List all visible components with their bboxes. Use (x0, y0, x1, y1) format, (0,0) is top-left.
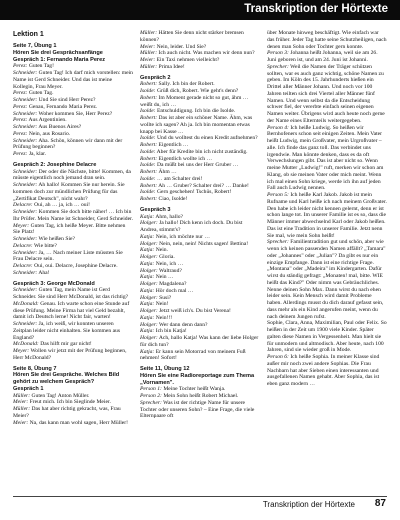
dialogue-text: Ich auch nicht. Was machen wir denn nun? (158, 50, 255, 57)
dialogue-line (140, 220, 260, 234)
dialogue-line (140, 393, 260, 400)
dialogue-line (140, 196, 260, 203)
speaker-label: Holger: (140, 240, 158, 247)
speaker-label: Perez: (13, 117, 28, 124)
dialogue-line (13, 406, 133, 420)
dialogue-line (13, 243, 133, 250)
dialogue-line (13, 124, 133, 131)
dialogue-text: Was ist der richtige Name für unsere Tochter oder unseren Sohn? – Eine Frage, die viele Elternpaare oft (140, 399, 255, 420)
speaker-label: Holger: (140, 308, 158, 314)
dialogue-line (13, 393, 133, 400)
dialogue-text: Ähm … (158, 169, 177, 175)
dialogue-text: Aus Argentinien. (28, 117, 67, 124)
speaker-label: Holger: (140, 321, 158, 328)
page-footer (0, 496, 400, 520)
speaker-label: Müller: (140, 30, 158, 36)
dialogue-line (140, 328, 260, 335)
speaker-label: Katja: (140, 328, 155, 335)
dialogue-line (140, 386, 260, 393)
dialogue-text: Ein Taxi nehmen vielleicht? (156, 57, 220, 63)
dialogue-line (140, 115, 260, 135)
dialogue-text: Freut mich. Ich bin Sieglinde Meier. (29, 399, 111, 406)
dialogue-text: Das hilft mir gar nicht! (40, 341, 92, 348)
dialogue-line (140, 183, 260, 190)
text-column-2 (140, 30, 260, 500)
dialogue-text: Eigentlich … (158, 142, 189, 148)
dialogue-line (267, 354, 387, 388)
footer-rule (13, 496, 387, 497)
dialogue-line (140, 64, 260, 71)
dialogue-line (140, 142, 260, 149)
speaker-label: Schneider: (13, 168, 38, 175)
dialogue-text: Mein Sohn heißt Robert Michael. (163, 393, 239, 399)
dialogue-text: Guten Tag, mein Name ist Gerd Schneider. Sie sind Herr McDonald, ist das richtig? (13, 287, 129, 300)
speaker-label: Meier: (13, 419, 29, 426)
dialogue-line (13, 131, 133, 138)
dialogue-line (267, 125, 387, 193)
dialogue-line (13, 138, 133, 152)
speaker-label: Schneider: (13, 236, 38, 242)
dialogue-line (13, 169, 133, 183)
speaker-label: Holger: (140, 220, 158, 227)
speaker-label: Meier: (140, 57, 156, 63)
dialogue-text: Und Sie sind Herr Perez? (38, 97, 96, 103)
dialogue-text: Gern geschehen! Tschüs, Robert! (156, 189, 232, 196)
dialogue-line (13, 223, 133, 237)
dialogue-line (13, 263, 133, 270)
dialogue-line (13, 70, 133, 90)
dialogue-line (140, 176, 260, 183)
page-number: 87 (374, 498, 386, 509)
speaker-label: Person 4: (267, 124, 289, 131)
speaker-label: Katja: (140, 247, 155, 254)
speaker-label: Isolde: (140, 162, 156, 169)
dialogue-line (140, 108, 260, 115)
dialogue-text: Gloria. (159, 254, 175, 260)
dialogue-text: Und du wolltest du einen Kredit aufnehmen? (156, 135, 258, 142)
dialogue-text: Ich heiße Sophia. In meiner Klasse sind außer mir noch zwei andere Sophias. Die Frau Nachbarn hat aber Sieben einen interessanten und ausgefallenen Namen gehabt. Aber Sophia, das ist eben ganz modern … (267, 354, 380, 387)
dialogue-text: Ja, ich weiß, wir konnten unseren Zeitplan leider nicht einhalten. Sie kommen aus England? (13, 321, 121, 341)
speaker-label: Katja: (140, 301, 155, 308)
dialogue-line (140, 288, 260, 295)
speaker-label: Schneider: (13, 124, 38, 130)
dialogue-text: Das hat aber richtig gekracht, was, Frau Meier? (13, 406, 121, 419)
section-heading: Gespräch 1 (13, 385, 44, 392)
speaker-label: Person 2: (140, 393, 162, 399)
speaker-label: Perez: (13, 151, 28, 157)
speaker-label: Schneider: (13, 182, 38, 188)
dialogue-line (13, 236, 133, 243)
dialogue-line (140, 335, 260, 349)
section-heading: Hören Sie drei Gesprächsanfänge (13, 49, 103, 56)
speaker-label: Katja: (140, 260, 155, 267)
speaker-label: Robert: (140, 182, 158, 189)
dialogue-text: Genau. Ich warte schon eine Stunde auf diese Prüfung. Meine Firma hat viel Geld bezahlt, damit ich Deutsch lerne! Nicht fair, warten! (13, 300, 130, 321)
dialogue-text: Kommen Sie doch bitte näher! … Ich bin Ihr Prüfer. Mein Name ist Schneider, Gerd Schneider. (13, 209, 133, 222)
dialogue-text: Wollen wir jetzt mit der Prüfung beginnen, Herr McDonald? (13, 348, 127, 361)
speaker-label: Schneider: (13, 249, 38, 256)
speaker-label: Perez: (13, 63, 28, 70)
speaker-label: Meier: (140, 43, 156, 50)
text-column-1 (13, 30, 133, 500)
dialogue-line (140, 88, 260, 95)
speaker-label: Robert: (140, 94, 158, 101)
speaker-label: Meier: (13, 399, 29, 406)
dialogue-line (140, 301, 260, 308)
speaker-label: Holger: (140, 281, 158, 287)
speaker-label: Schneider: (13, 97, 38, 103)
dialogue-line (267, 30, 387, 50)
dialogue-line (140, 315, 260, 322)
speaker-label: Müller: (13, 406, 31, 412)
dialogue-text: Ah hallo! Kommen Sie nur herein. Sie kommen doch zur mündlichen Prüfung für das „Zertifikat Deutsch", nicht wahr? (13, 182, 125, 202)
speaker-label: Holger: (140, 254, 158, 260)
speaker-label: Isolde: (140, 189, 156, 196)
dialogue-text: Prima Idee! (158, 63, 185, 70)
speaker-label: Sprecher: (267, 239, 289, 246)
dialogue-line (13, 104, 133, 111)
dialogue-line (140, 281, 260, 288)
dialogue-text: Aha. Schön, können wir dann mit der Prüfung beginnen? (13, 137, 123, 151)
dialogue-text: Guten Tag. (28, 90, 54, 97)
dialogue-text: Wie bitte? (33, 242, 57, 249)
dialogue-text: Guten Tag! Ich darf mich vorstellen: mein Name ist Gerd Schneider. Und das ist meine Kollegin, Frau Meyer. (13, 70, 133, 90)
dialogue-text: über Monate hinweg beschäftigt. Wie einfach war das früher. Jeder Tag hatte seine Schutzheiligen, nach denen man Sohn oder Tochter gern konnte. (267, 30, 387, 50)
dialogue-line (140, 81, 260, 88)
header-title: Transkription der Hörtexte (244, 3, 388, 15)
text-column-3 (267, 30, 387, 500)
speaker-label: Perez: (13, 90, 28, 97)
dialogue-text: Ja, klar. (28, 151, 47, 157)
speaker-label: Person 5: (267, 192, 289, 198)
speaker-label: Robert: (140, 196, 158, 202)
dialogue-text: Wer dann denn dann? (159, 321, 208, 328)
speaker-label: Müller: (13, 392, 31, 399)
dialogue-text: Ja hallo! Dich kenn ich doch. Du bist Andrea, stimmt's? (140, 220, 243, 233)
speaker-label: Person 3: (267, 50, 289, 57)
speaker-label: Schneider: (13, 287, 38, 294)
dialogue-text: Susi? (159, 294, 172, 301)
dialogue-text: Guten Tag! Anton Müller. (31, 392, 90, 399)
dialogue-line (13, 321, 133, 341)
speaker-label: Holger: (140, 294, 158, 301)
speaker-label: Müller: (140, 63, 158, 70)
dialogue-text: Eigentlich wollte ich … (158, 155, 213, 162)
dialogue-text: Waltraud? (159, 267, 182, 274)
section-heading: Hören Sie drei Gespräche. Welches Bild gehört zu welchem Gespräch? (13, 372, 120, 385)
speaker-label: Robert: (140, 115, 158, 121)
speaker-label: Müller: (140, 50, 158, 57)
dialogue-text: Familientradition gut und schön, aber wie wenn ich keinen passenden Namen affällt? „Tamara" oder „Johannes" oder „Julian"? Da gibt es nur ein einzige Empfange. Dann ist eine richtige Frage. „Montana" oder „Madeira" im Kindergarten. Dafür wirst du ständig gefragt: „Monaten! mal, bitte. WIE heißt das Kind?" Oder nimm was Gebräuchliches. Nenne deinen Sohn Max. Dann wirst du nach ehen leider sein. Kein Mensch wird damit Probleme haben. Allerdings musst du dich darauf gefasst sein, dass mehr als ein Kind angerufen meint, wenn du nach deinem Jungen rufst. (267, 239, 386, 320)
dialogue-line (267, 50, 387, 64)
dialogue-line (13, 301, 133, 321)
dialogue-line (13, 209, 133, 223)
dialogue-text: Aha! (38, 269, 50, 276)
dialogue-text: Entschuldigung. Ich bin die Isolde. (156, 108, 236, 115)
section-heading: Seite 7, Übung 1 (13, 43, 57, 49)
dialogue-line (140, 261, 260, 268)
dialogue-text: Na, das kann man wohl sagen, Herr Müller! (29, 419, 128, 426)
dialogue-text: Er kann sein Motorrad von meinem Fuß nehmen! Sofort! (140, 348, 246, 362)
dialogue-text: Oui, oui. Delacre, Josephine Delacre. (34, 263, 118, 269)
speaker-label: Robert: (140, 155, 158, 162)
dialogue-text: Da müßt bei uns der Herr Gruber … (156, 162, 239, 169)
speaker-label: Schneider: (13, 137, 38, 144)
dialogue-line (140, 349, 260, 363)
dialogue-line (140, 241, 260, 248)
speaker-label: Katja: (140, 233, 155, 240)
dialogue-line (140, 254, 260, 261)
dialogue-line (267, 64, 387, 125)
speaker-label: Meyer: (13, 348, 30, 354)
dialogue-line (140, 169, 260, 176)
speaker-label: Holger: (140, 267, 158, 274)
dialogue-line (13, 341, 133, 348)
dialogue-line (140, 268, 260, 275)
dialogue-text: Aus Buenos Aires? (38, 124, 82, 130)
dialogue-text: Nein, aus Rosario. (28, 130, 71, 137)
dialogue-text: Johanna heißt Johanna, weil sie am 26. Juni geboren ist, und am 24. Juni ist Johanni. (267, 50, 378, 63)
dialogue-text: Der oder die Nächste, bitte! Kommen, da müsste eigentlich noch jemand dran sein. (13, 168, 131, 182)
speaker-label: Delacre: (13, 263, 33, 269)
speaker-label: Robert: (140, 81, 158, 88)
dialogue-line (267, 320, 387, 354)
dialogue-text: Nein, nein, nein! Nichts sagen! Bettina! (159, 240, 249, 247)
dialogue-line (13, 420, 133, 427)
speaker-label: McDonald: (13, 300, 39, 307)
section-heading: Gespräch 3: George McDonald (13, 280, 95, 287)
speaker-label: Person 6: (267, 354, 289, 360)
speaker-label: Schneider: (13, 110, 38, 117)
dialogue-line (267, 192, 387, 239)
speaker-label: Holger: (140, 335, 158, 341)
dialogue-line (13, 250, 133, 264)
dialogue-line (13, 111, 133, 118)
dialogue-text: Genau, Fernando Maria Perez. (28, 103, 98, 110)
dialogue-text: Nein!!! (155, 314, 173, 321)
dialogue-line (13, 287, 133, 301)
dialogue-line (140, 274, 260, 281)
speaker-label: Isolde: (140, 108, 156, 115)
dialogue-line (140, 57, 260, 64)
speaker-label: Perez: (13, 103, 28, 110)
dialogue-text: Ach, hallo Katja! Was kann der liebe Holger für dich tun? (140, 335, 259, 348)
dialogue-text: Nein, ich möchte nur … (155, 233, 210, 240)
dialogue-line (13, 97, 133, 104)
dialogue-line (140, 214, 260, 221)
dialogue-line (140, 400, 260, 420)
speaker-label: Sprecher: (267, 63, 289, 70)
dialogue-text: Weil die Namen der Träger schützen sollten, war es auch ganz wichtig, schöne Namen zu geben. Im Köln des 15. Jahrhunderts hießen ein Drittel aller Männer Johann. Und noch vor 100 Jahren teilten sich drei Viertel aller Männer fünf Namen. Und wenn selbst da die Entscheidung schwer fiel, der vererbte einfach seinen eigenen Namen weiter. Übrigens wird auch heute noch gerne der Name eines Elternteils weitergegeben. (267, 63, 385, 124)
speaker-label: Person 1: (140, 386, 162, 393)
dialogue-line (13, 399, 133, 406)
dialogue-line (13, 182, 133, 202)
dialogue-line (13, 202, 133, 209)
speaker-label: Schneider: (13, 70, 38, 76)
section-heading: Lektion 1 (13, 31, 44, 38)
dialogue-text: Nein, leider. Und Sie? (156, 43, 207, 50)
dialogue-text: Nein. (155, 247, 168, 254)
dialogue-line (13, 151, 133, 158)
section-heading: Gespräch 2: Josephine Delacre (13, 161, 97, 168)
dialogue-text: Aber für Kredite bin ich nicht zuständig. (156, 148, 248, 155)
dialogue-text: … am Schalter drei! (156, 175, 203, 182)
dialogue-line (140, 322, 260, 329)
speaker-label: Robert: (140, 169, 158, 175)
speaker-label: Isolde: (140, 148, 156, 155)
footer-title: Transkription der Hörtexte (262, 500, 355, 509)
section-heading: Gespräch 3 (140, 206, 171, 213)
speaker-label: Robert: (140, 142, 158, 148)
dialogue-line (140, 234, 260, 241)
dialogue-line (140, 149, 260, 156)
dialogue-text: Hätten Sie denn nicht stärker bremsen können? (140, 30, 244, 43)
speaker-label: Katja: (140, 314, 155, 321)
dialogue-line (13, 117, 133, 124)
dialogue-text: Wie heißen Sie? (38, 236, 75, 242)
dialogue-text: Im Moment gerade nicht so gut, ähm … weißt du, ich … (140, 94, 249, 108)
dialogue-line (140, 308, 260, 315)
dialogue-line (267, 239, 387, 320)
dialogue-line (13, 90, 133, 97)
dialogue-line (13, 63, 133, 70)
dialogue-line (140, 44, 260, 51)
dialogue-text: Nein … (155, 274, 174, 281)
speaker-label: Katja: (140, 287, 155, 294)
dialogue-line (140, 95, 260, 109)
dialogue-text: Ich bin Katja! (155, 328, 187, 335)
dialogue-text: Sally. Ich bin der Robert. (158, 81, 215, 88)
section-heading: Gespräch 2 (140, 74, 171, 81)
dialogue-text: Ich heiße Karl Jakob. Jakob ist mein Rufname und Karl heiße ich nach meinem Großvater. Den habe ich leider nicht kennen gelernt, denn er ist schon lange tot. Im unserer Familie ist es so, dass die Männer immer abwechselnd Karl oder Jakob heißen. Das ist eine Tradition in unserer Familie. Jetzt nenn Sie mal, wie mein Sohn heißt! (267, 192, 387, 239)
speaker-label: McDonald: (13, 341, 39, 348)
dialogue-line (140, 247, 260, 254)
dialogue-text: Oui, ah … ja, ich … oui! (34, 202, 91, 209)
dialogue-text: Guten Tag, ich heiße Meyer. Bitte nehmen Sie Platz! (13, 222, 126, 236)
dialogue-line (13, 270, 133, 277)
section-heading: Seite 11, Übung 12 (140, 366, 190, 372)
speaker-label: Perez: (13, 130, 28, 137)
speaker-label: Katja: (140, 213, 155, 220)
section-heading: Seite 8, Übung 7 (13, 365, 57, 372)
speaker-label: Schneider: (13, 209, 38, 215)
speaker-label: Delacre: (13, 202, 33, 209)
dialogue-line (140, 162, 260, 169)
speaker-label: Isolde: (140, 88, 156, 94)
section-heading: Gespräch 1: Fernando Maria Perez (13, 56, 106, 63)
speaker-label: Katja: (140, 348, 155, 355)
dialogue-text: Ahm, hallo? (155, 213, 184, 220)
dialogue-text: Ich heiße Ludwig. So heißen wir Bernhofeners schon seit einigen Zeiten. Mein Vater heißt Ludwig, mein Großvater, mein Urgroßvater – alle. Ich finde das ganz toll. Das verbindet uns irgendwie. Man könnte denken, dass es da oft Verwechslungen gibt. Das ist aber nicht so. Wenn meine Mutter „Ludwig!" ruft, merken wir schon am Klang, ob sie meinen Vater oder mich meint. Wenn ich mal einen Sohn kriege, werde ich ihn auf jeden Fall auch Ludwig nennen. (267, 124, 384, 192)
speaker-label: Schneider: (13, 321, 38, 327)
dialogue-text: Meine Tochter heißt Wanja. (163, 386, 226, 393)
speaker-label: Isolde: (140, 135, 156, 142)
dialogue-line (140, 135, 260, 142)
page-header (0, 0, 400, 20)
dialogue-line (140, 189, 260, 196)
speaker-label: Isolde: (140, 175, 156, 182)
dialogue-text: Das ist aber ein schöner Name. Ähm, was wollte ich sagen? Ah ja. Ich bin momentan etwas knapp bei Kasse … (140, 115, 253, 135)
dialogue-text: Guten Tag! (28, 63, 54, 70)
dialogue-text: Ah … Gruber? Schalter drei? … Danke! (158, 182, 249, 189)
dialogue-text: Nein! (155, 301, 169, 308)
dialogue-text: Nein, ich … (155, 260, 184, 267)
dialogue-text: Magdalena? (159, 281, 187, 287)
dialogue-line (140, 295, 260, 302)
dialogue-text: Ja, … Nach meiner Liste müssten Sie Frau Delacre sein. (13, 249, 123, 263)
dialogue-text: Ciao, Isolde! (158, 196, 188, 202)
speaker-label: Meyer: (13, 222, 30, 229)
dialogue-text: Grüß dich, Robert. Wie geht's denn? (156, 88, 239, 94)
dialogue-line (140, 50, 260, 57)
speaker-label: Schneider: (13, 269, 38, 276)
dialogue-line (13, 348, 133, 362)
dialogue-text: Woher kommen Sie, Herr Perez? (38, 110, 113, 117)
speaker-label: Sprecher: (140, 399, 162, 406)
dialogue-text: Sophie, Clara, Anna, Maximilian, Paul oder Felix. So heißen in der Zeit um 1900 viele Kinder. Später galten diese Namen in Vergessenheit. Man hielt sie für unmodern und altmodisch. Aber heute, nach 100 Jahren, sind sie wieder groß in Mode. (267, 320, 387, 354)
dialogue-line (140, 30, 260, 44)
speaker-label: Katja: (140, 274, 155, 281)
speaker-label: Delacre: (13, 242, 33, 249)
dialogue-text: Jetzt weiß ich's. Du bist Verena! (159, 308, 231, 314)
section-heading: Hören Sie eine Radioreportage zum Thema „Vornamen". (140, 372, 255, 386)
dialogue-text: Hör doch mal … (155, 287, 194, 294)
